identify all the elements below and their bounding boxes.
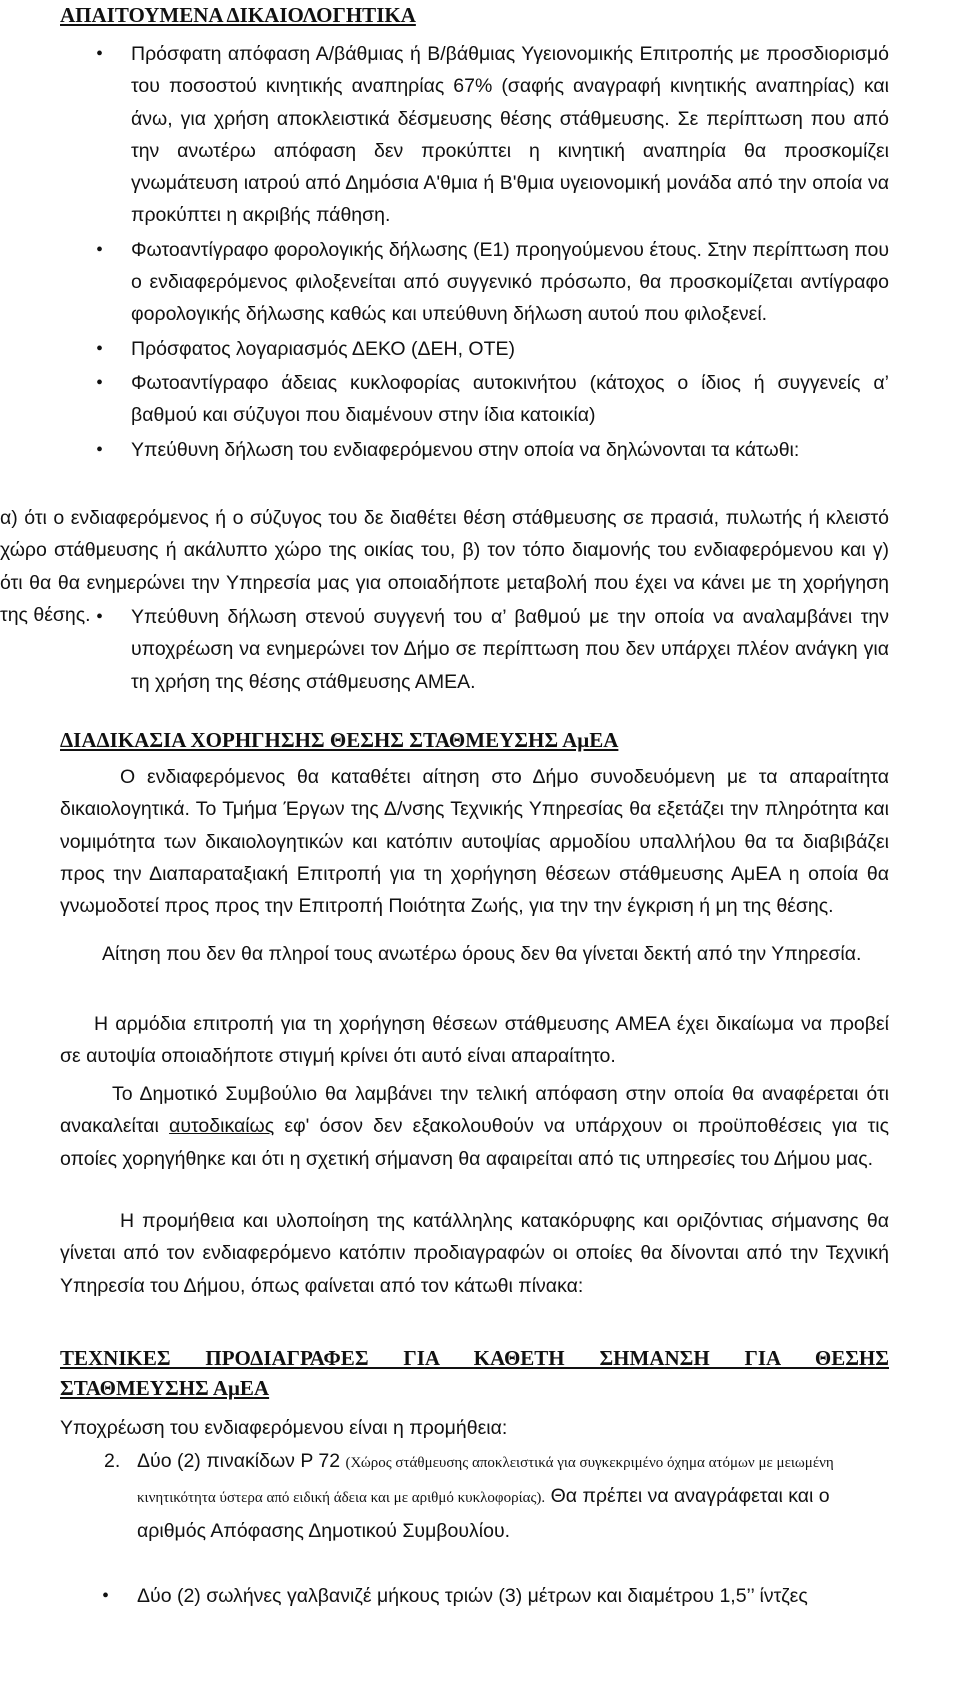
supply-intro: Υποχρέωση του ενδιαφερόμενου είναι η προμήθεια: [60,1417,508,1439]
text: Δύο (2) πινακίδων Ρ 72 [137,1450,346,1472]
section-heading-required-documents: ΑΠΑΙΤΟΥΜΕΝΑ ΔΙΚΑΙΟΛΟΓΗΤΙΚΑ [60,3,416,27]
list-item: • Φωτοαντίγραφο άδειας κυκλοφορίας αυτοκινήτου (κάτοχος ο ίδιος ή συγγενείς α’ βαθμού και σύζυγοι που διαμένουν στην ίδια κατοικία) [131,367,889,432]
list-item: • Δύο (2) σωλήνες γαλβανιζέ μήκους τριών (3) μέτρων και διαμέτρου 1,5’’ ίντζες [137,1580,889,1612]
declaration-paragraph: α) ότι ο ενδιαφερόμενος ή ο σύζυγος του δε διαθέτει θέση στάθμευσης σε πρασιά, πυλωτής ή κλειστό χώρο στάθμευσης ή ακάλυπτο χώρο της οικίας του, β) τον τόπο διαμονής του ενδιαφερόμενου και γ) ότι θα θα ενημερώνει την Υπηρεσία μας για οποιαδήποτε μεταβολή που έχει να κάνει με τη χορήγηση της θέσης. [0,507,889,626]
procedure-paragraph-3: Η αρμόδια επιτροπή για τη χορήγηση θέσεων στάθμευσης ΑΜΕΑ έχει δικαίωμα να προβεί σε αυτοψία οποιαδήποτε στιγμή κρίνει ότι αυτό είναι απαραίτητο. [60,1013,889,1068]
list-item: • Υπεύθυνη δήλωση στενού συγγενή του α’ βαθμού με την οποία να αναλαμβάνει την υποχρέωση να ενημερώνει τον Δήμο σε περίπτωση που δεν υπάρχει πλέον ανάγκη για τη χρήση της θέσης στάθμευσης ΑΜΕΑ. [131,601,889,698]
supply-list [137,1580,889,1612]
required-documents-list-continued [131,601,889,698]
supply-item-signs [137,1445,897,1548]
list-item: • Πρόσφατος λογαριασμός ΔΕΚΟ (ΔΕΗ, ΟΤΕ) [131,333,889,365]
section-heading-procedure: ΔΙΑΔΙΚΑΣΙΑ ΧΟΡΗΓΗΣΗΣ ΘΕΣΗΣ ΣΤΑΘΜΕΥΣΗΣ ΑμΕΑ [60,728,619,752]
procedure-paragraph-2: Αίτηση που δεν θα πληροί τους ανωτέρω όρους δεν θα γίνεται δεκτή από την Υπηρεσία. [102,943,862,965]
section-heading-technical-specs-line2: ΣΤΑΘΜΕΥΣΗΣ ΑμΕΑ [60,1376,270,1400]
text: Θα πρέπει να αναγράφεται και ο αριθμός Απόφασης Δημοτικού Συμβουλίου. [137,1485,830,1542]
required-documents-list [131,38,889,466]
procedure-paragraph-5: Η προμήθεια και υλοποίηση της κατάλληλης κατακόρυφης και οριζόντιας σήμανσης θα γίνεται από τον ενδιαφερόμενο κατόπιν προδιαγραφών οι οποίες θα δίνονται από την Τεχνική Υπηρεσία του Δήμου, όπως φαίνεται από τον κάτωθι πίνακα: [60,1210,889,1297]
list-item: • Υπεύθυνη δήλωση του ενδιαφερόμενου στην οποία να δηλώνονται τα κάτωθι: [131,434,889,466]
text: εφ' όσον δεν εξακολουθούν να υπάρχουν οι προϋποθέσεις για τις οποίες χορηγήθηκε και ότι η σχετική σήμανση θα αφαιρείται από τις υπηρεσίες του Δήμου μας. [60,1115,889,1170]
list-item: • Φωτοαντίγραφο φορολογικής δήλωσης (Ε1) προηγούμενου έτους. Στην περίπτωση που ο ενδιαφερόμενος φιλοξενείται από συγγενικό πρόσωπο, θα προσκομίζεται αντίγραφο φορολογικής δήλωσης καθώς και υπεύθυνη δήλωση αυτού που φιλοξενεί. [131,234,889,331]
small-note: (Χώρος στάθμευσης αποκλειστικά για συγκεκριμένο όχημα ατόμων με μειωμένη κινητικότητα ύστερα από ειδική άδεια και με αριθμό κυκλοφορίας). [137,1455,834,1506]
underlined-term: αυτοδικαίως [169,1115,275,1138]
procedure-paragraph-1: Ο ενδιαφερόμενος θα καταθέτει αίτηση στο Δήμο συνοδευόμενη με τα απαραίτητα δικαιολογητικά. Το Τμήμα Έργων της Δ/νσης Τεχνικής Υπηρεσίας θα εξετάζει την πληρότητα και νομιμότητα των δικαιολογητικών και κατόπιν αυτοψίας αρμοδίου υπαλλήλου θα τα διαβιβάζει προς την Διαπαραταξιακή Επιτροπή για τη χορήγηση θέσεων στάθμευσης ΑμΕΑ η οποία θα γνωμοδοτεί προς προς την Επιτροπή Ποιότητα Ζωής, για την την έγκριση ή μη της θέσης. [60,766,889,918]
procedure-paragraph-4 [60,1078,889,1175]
list-item: • Πρόσφατη απόφαση Α/βάθμιας ή Β/βάθμιας Υγειονομικής Επιτροπής με προσδιορισμό του ποσοστού κινητικής αναπηρίας 67% (σαφής αναγραφή κινητικής αναπηρίας) και άνω, για χρήση αποκλειστικά δέσμευσης θέσης στάθμευσης. Σε περίπτωση που από την ανωτέρω απόφαση δεν προκύπτει η κινητική αναπηρία θα προσκομίζει γνωμάτευση ιατρού από Δημόσια Α'θμια ή Β'θμια υγειονομική μονάδα από την οποία να προκύπτει η ακριβής πάθηση. [131,38,889,232]
item-number: 2. [104,1450,121,1472]
text: Το Δημοτικό Συμβούλιο θα λαμβάνει την τελική απόφαση στην οποία θα αναφέρεται ότι ανακαλείται [60,1083,889,1138]
section-heading-technical-specs-line1: ΤΕΧΝΙΚΕΣ ΠΡΟΔΙΑΓΡΑΦΕΣ ΓΙΑ ΚΑΘΕΤΗ ΣΗΜΑΝΣΗ ΓΙΑ ΘΕΣΗΣ [60,1346,889,1370]
